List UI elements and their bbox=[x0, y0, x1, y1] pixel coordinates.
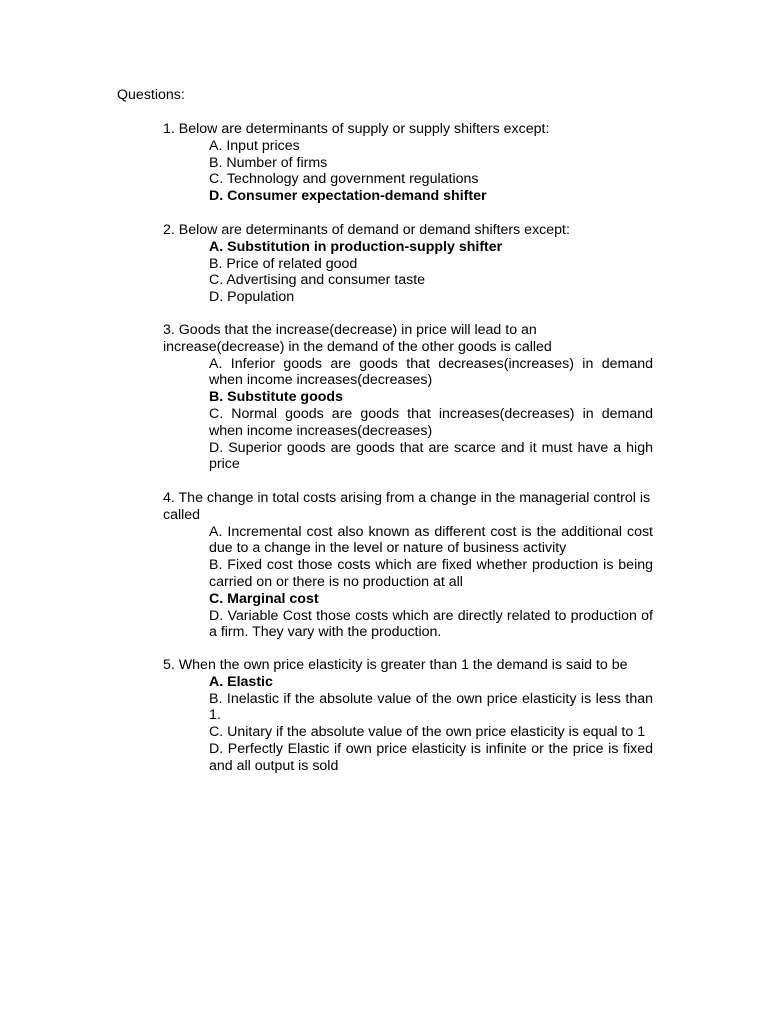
question-2-stem: 2. Below are determinants of demand or demand shifters except: bbox=[163, 222, 570, 238]
page-heading: Questions: bbox=[117, 87, 185, 103]
question-5-option-b: B. Inelastic if the absolute value of the own price elasticity is less than 1. bbox=[209, 690, 653, 724]
question-3-option-b-answer: B. Substitute goods bbox=[209, 389, 343, 406]
question-5-options bbox=[209, 674, 653, 775]
question-4-option-d: D. Variable Cost those costs which are directly related to production of a firm. They vary with the production. bbox=[209, 607, 653, 641]
question-4-options bbox=[209, 524, 653, 642]
question-2-option-a-answer: A. Substitution in production-supply shifter bbox=[209, 238, 503, 255]
question-2-options bbox=[209, 239, 653, 306]
question-2-option-c: C. Advertising and consumer taste bbox=[209, 272, 426, 289]
question-4-option-a: A. Incremental cost also known as different cost is the additional cost due to a change in the level or nature of business activity bbox=[209, 523, 653, 557]
question-5 bbox=[163, 657, 653, 775]
question-1 bbox=[163, 121, 653, 205]
question-5-option-c: C. Unitary if the absolute value of the own price elasticity is equal to 1 bbox=[209, 724, 646, 741]
question-2-option-d: D. Population bbox=[209, 289, 295, 306]
question-4-option-b: B. Fixed cost those costs which are fixed whether production is being carried on or there is no production at all bbox=[209, 557, 653, 590]
question-2 bbox=[163, 222, 653, 306]
question-4 bbox=[163, 490, 653, 641]
question-3-option-d: D. Superior goods are goods that are scarce and it must have a high price bbox=[209, 439, 653, 473]
question-2-option-b: B. Price of related good bbox=[209, 255, 358, 272]
question-1-option-a: A. Input prices bbox=[209, 137, 300, 154]
question-1-option-c: C. Technology and government regulations bbox=[209, 171, 479, 188]
question-1-options bbox=[209, 138, 653, 205]
question-3-stem: 3. Goods that the increase(decrease) in price will lead to an increase(decrease) in the demand of the other goods is called bbox=[163, 322, 552, 355]
question-5-option-d: D. Perfectly Elastic if own price elasticity is infinite or the price is fixed and all output is sold bbox=[209, 740, 653, 774]
question-1-option-d-answer: D. Consumer expectation-demand shifter bbox=[209, 188, 487, 205]
question-4-option-c-answer: C. Marginal cost bbox=[209, 590, 319, 607]
question-4-stem: 4. The change in total costs arising from a change in the managerial control is called bbox=[163, 490, 651, 523]
question-5-stem: 5. When the own price elasticity is greater than 1 the demand is said to be bbox=[163, 657, 628, 673]
question-1-option-b: B. Number of firms bbox=[209, 154, 328, 171]
question-3-option-c: C. Normal goods are goods that increases(decreases) in demand when income increases(decreases) bbox=[209, 405, 653, 439]
question-1-stem: 1. Below are determinants of supply or supply shifters except: bbox=[163, 121, 550, 137]
question-5-option-a-answer: A. Elastic bbox=[209, 673, 273, 690]
question-3 bbox=[163, 322, 653, 473]
question-3-options bbox=[209, 356, 653, 474]
question-3-option-a: A. Inferior goods are goods that decreases(increases) in demand when income increases(decreases) bbox=[209, 355, 653, 389]
